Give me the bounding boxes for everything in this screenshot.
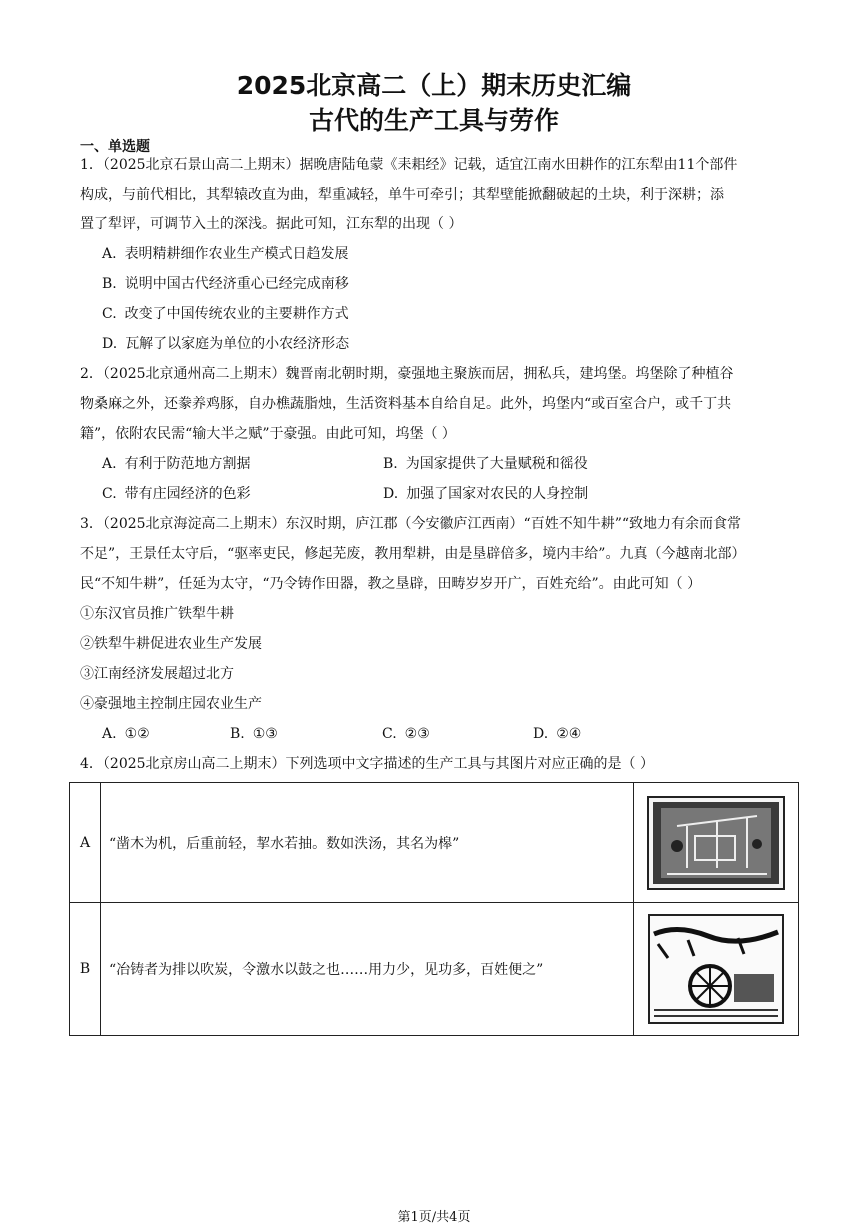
row-text: “冶铸者为排以吹炭，令激水以鼓之也……用力少，见功多，百姓便之” (101, 903, 634, 1036)
table-row (70, 903, 799, 1036)
q3-statement-2: ②铁犁牛耕促进农业生产发展 (80, 636, 262, 652)
q3-statement-4: ④豪强地主控制庄园农业生产 (80, 696, 262, 712)
q3-stem-line: 民“不知牛耕”，任延为太守，“乃令铸作田器，教之垦辟，田畴岁岁开广，百姓充给”。由此可知（ ） (80, 576, 702, 592)
page-subtitle: 古代的生产工具与劳作 (308, 106, 559, 135)
q2-stem-line: 物桑麻之外，还豢养鸡豚，自办樵蔬脂烛，生活资料基本自给自足。此外，坞堡内“或百室合户，或千丁共 (80, 396, 732, 412)
water-wheel-illustration-icon (634, 903, 799, 1036)
q1-option-a: A. 表明精耕细作农业生产模式日趋发展 (102, 246, 349, 262)
q3-option-d: D. ②④ (533, 726, 582, 742)
q3-option-b: B. ①③ (230, 726, 278, 742)
q2-stem-line: 籍”，依附农民需“输大半之赋”于豪强。由此可知，坞堡（ ） (80, 426, 456, 442)
q1-option-d: D. 瓦解了以家庭为单位的小农经济形态 (102, 336, 350, 352)
row-label: A (70, 783, 101, 903)
q1-stem-line: 构成，与前代相比，其犁辕改直为曲，犁重减轻，单牛可牵引；其犁壁能掀翻破起的土块，利于深耕；添 (80, 187, 724, 203)
q3-statement-3: ③江南经济发展超过北方 (80, 666, 234, 682)
q1-stem-line: 置了犁评，可调节入土的深浅。据此可知，江东犁的出现（ ） (80, 216, 463, 232)
q2-option-b: B. 为国家提供了大量赋税和徭役 (383, 456, 588, 472)
q2-stem-line: 2．（2025北京通州高二上期末）魏晋南北朝时期，豪强地主聚族而居，拥私兵，建坞堡。坞堡除了种植谷 (80, 366, 734, 382)
section-heading: 一、单选题 (80, 139, 150, 155)
q1-option-b: B. 说明中国古代经济重心已经完成南移 (102, 276, 349, 292)
q3-stem-line: 3．（2025北京海淀高二上期末）东汉时期，庐江郡（今安徽庐江西南）“百姓不知牛耕”“致地力有余而食常 (80, 516, 742, 532)
row-label: B (70, 903, 101, 1036)
q1-option-c: C. 改变了中国传统农业的主要耕作方式 (102, 306, 349, 322)
row-text: “凿木为机，后重前轻，挈水若抽。数如泆汤，其名为槔” (101, 783, 634, 903)
q1-stem-line: 1．（2025北京石景山高二上期末）据晚唐陆龟蒙《耒耜经》记载，适宜江南水田耕作的江东犁由11个部件 (80, 157, 738, 173)
q4-stem: 4．（2025北京房山高二上期末）下列选项中文字描述的生产工具与其图片对应正确的是（ ） (80, 756, 654, 772)
q2-option-a: A. 有利于防范地方割据 (102, 456, 251, 472)
table-row (70, 783, 799, 903)
q4-table (69, 782, 799, 1036)
q3-option-c: C. ②③ (382, 726, 430, 742)
q3-stem-line: 不足”，王景任太守后，“驱率吏民，修起芜废，教用犁耕，由是垦辟倍多，境内丰给”。九真（今越南北部） (80, 546, 746, 562)
q3-statement-1: ①东汉官员推广铁犁牛耕 (80, 606, 234, 622)
q2-option-c: C. 带有庄园经济的色彩 (102, 486, 251, 502)
q2-option-d: D. 加强了国家对农民的人身控制 (383, 486, 589, 502)
well-sweep-illustration-icon (634, 783, 799, 903)
q3-option-a: A. ①② (102, 726, 150, 742)
page-footer: 第1页/共4页 (397, 1210, 471, 1225)
page-title: 2025北京高二（上）期末历史汇编 (236, 71, 632, 100)
